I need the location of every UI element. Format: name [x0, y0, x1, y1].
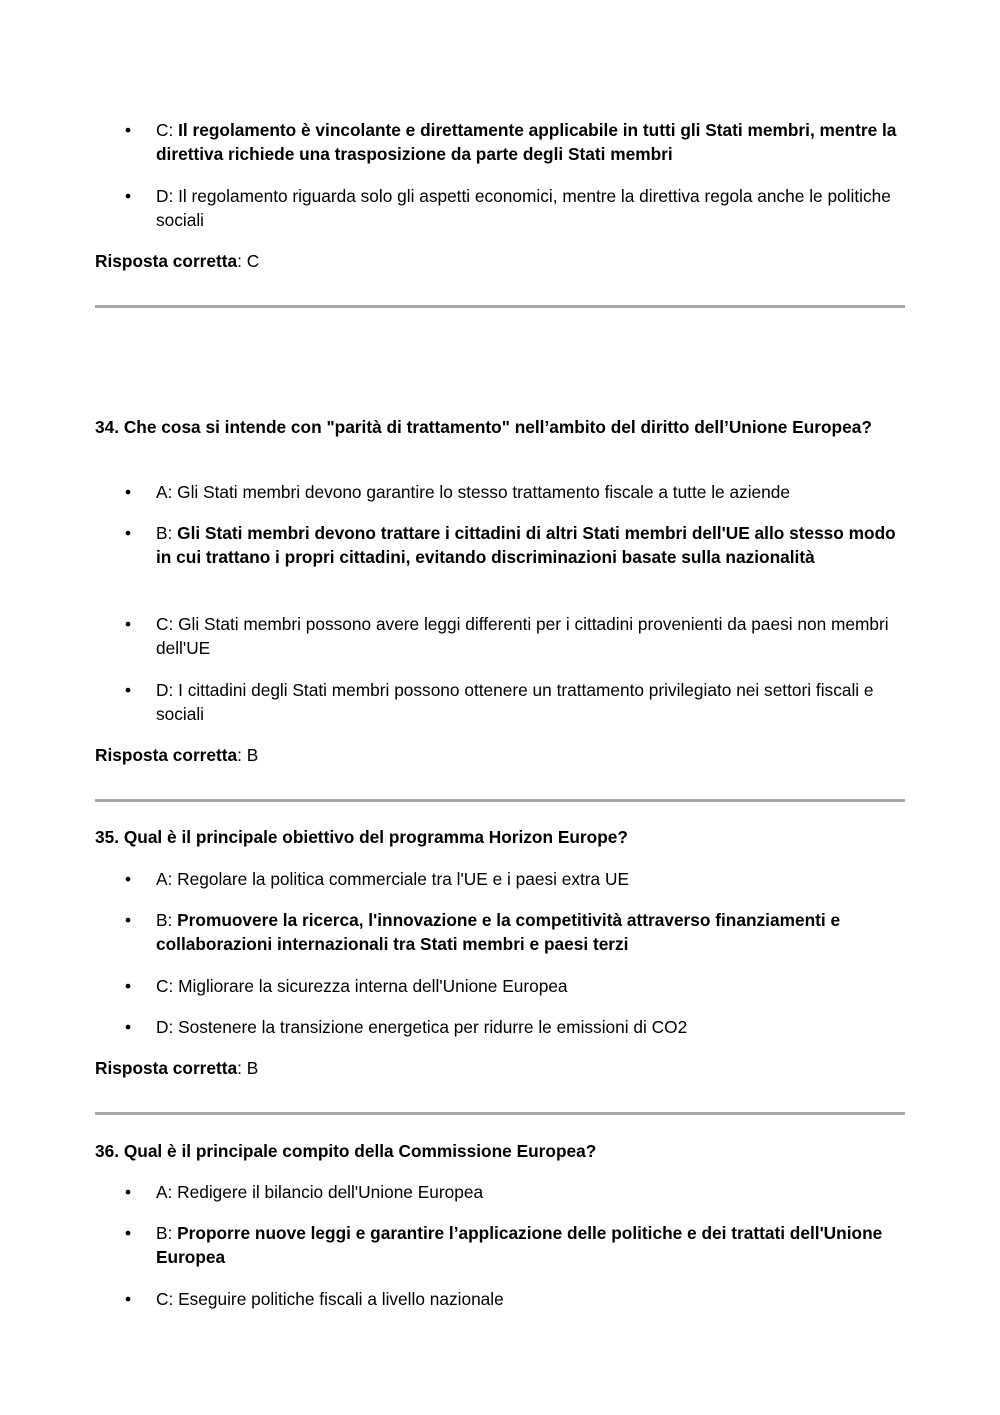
- option-text: Redigere il bilancio dell'Unione Europea: [177, 1182, 484, 1202]
- bullet: •: [125, 482, 132, 502]
- option-letter: B:: [156, 910, 178, 930]
- option-text-correct: Gli Stati membri devono trattare i cittadini di altri Stati membri dell'UE allo stesso modo in cui trattano i propri cittadini, evitando discriminazioni basate sulla nazionalità: [156, 523, 896, 567]
- option-letter: C:: [156, 1289, 179, 1309]
- bullet: •: [125, 120, 132, 140]
- option-d: [125, 678, 901, 726]
- bullet: •: [125, 1289, 132, 1309]
- bullet: •: [125, 680, 132, 700]
- option-text: Eseguire politiche fiscali a livello nazionale: [178, 1289, 504, 1309]
- option-letter: D:: [156, 1017, 179, 1037]
- question-35: 35. Qual è il principale obiettivo del programma Horizon Europe?: [95, 827, 628, 847]
- bullet: •: [125, 186, 132, 206]
- correct-answer-value: : B: [237, 1058, 259, 1078]
- correct-answer-value: : C: [237, 251, 260, 271]
- option-text: Gli Stati membri devono garantire lo stesso trattamento fiscale a tutte le aziende: [177, 482, 790, 502]
- option-c: [125, 974, 901, 998]
- option-letter: A:: [156, 482, 178, 502]
- option-letter: C:: [156, 120, 179, 140]
- question-36: 36. Qual è il principale compito della Commissione Europea?: [95, 1141, 597, 1161]
- divider: [95, 1112, 905, 1115]
- option-text: Regolare la politica commerciale tra l'UE e i paesi extra UE: [177, 869, 629, 889]
- bullet: •: [125, 614, 132, 634]
- correct-answer: [95, 249, 259, 273]
- correct-answer-label: Risposta corretta: [95, 1058, 238, 1078]
- divider: [95, 305, 905, 308]
- bullet: •: [125, 976, 132, 996]
- bullet: •: [125, 869, 132, 889]
- option-text: Sostenere la transizione energetica per ridurre le emissioni di CO2: [178, 1017, 688, 1037]
- option-text-correct: Proporre nuove leggi e garantire l’applicazione delle politiche e dei trattati dell'Unione Europea: [156, 1223, 883, 1267]
- bullet: •: [125, 1223, 132, 1243]
- option-letter: D:: [156, 680, 179, 700]
- bullet: •: [125, 1017, 132, 1037]
- option-text: Il regolamento riguarda solo gli aspetti economici, mentre la direttiva regola anche le politiche sociali: [156, 186, 891, 230]
- correct-answer: [95, 1056, 258, 1080]
- bullet: •: [125, 1182, 132, 1202]
- option-letter: D:: [156, 186, 179, 206]
- option-text: Gli Stati membri possono avere leggi differenti per i cittadini provenienti da paesi non membri dell'UE: [156, 614, 889, 658]
- option-d: [125, 184, 901, 232]
- option-a: [125, 480, 901, 504]
- option-c: [125, 118, 901, 166]
- option-b: [125, 908, 901, 956]
- option-letter: A:: [156, 1182, 178, 1202]
- option-d: [125, 1015, 901, 1039]
- option-letter: C:: [156, 614, 179, 634]
- option-letter: B:: [156, 523, 178, 543]
- option-text: I cittadini degli Stati membri possono ottenere un trattamento privilegiato nei settori fiscali e sociali: [156, 680, 874, 724]
- bullet: •: [125, 910, 132, 930]
- option-text-correct: Il regolamento è vincolante e direttamente applicabile in tutti gli Stati membri, mentre la direttiva richiede una trasposizione da parte degli Stati membri: [156, 120, 897, 164]
- correct-answer-value: : B: [237, 745, 259, 765]
- correct-answer: [95, 743, 258, 767]
- option-text: Migliorare la sicurezza interna dell'Unione Europea: [178, 976, 568, 996]
- question-34: 34. Che cosa si intende con "parità di trattamento" nell’ambito del diritto dell’Unione Europea?: [95, 417, 872, 437]
- bullet: •: [125, 523, 132, 543]
- option-letter: A:: [156, 869, 178, 889]
- option-c: [125, 612, 901, 660]
- option-letter: C:: [156, 976, 179, 996]
- option-a: [125, 1180, 901, 1204]
- option-text-correct: Promuovere la ricerca, l'innovazione e la competitività attraverso finanziamenti e collaborazioni internazionali tra Stati membri e paesi terzi: [156, 910, 841, 954]
- option-letter: B:: [156, 1223, 178, 1243]
- correct-answer-label: Risposta corretta: [95, 251, 238, 271]
- correct-answer-label: Risposta corretta: [95, 745, 238, 765]
- option-a: [125, 867, 901, 891]
- option-b: [125, 521, 901, 569]
- option-c: [125, 1287, 901, 1311]
- option-b: [125, 1221, 901, 1269]
- divider: [95, 799, 905, 802]
